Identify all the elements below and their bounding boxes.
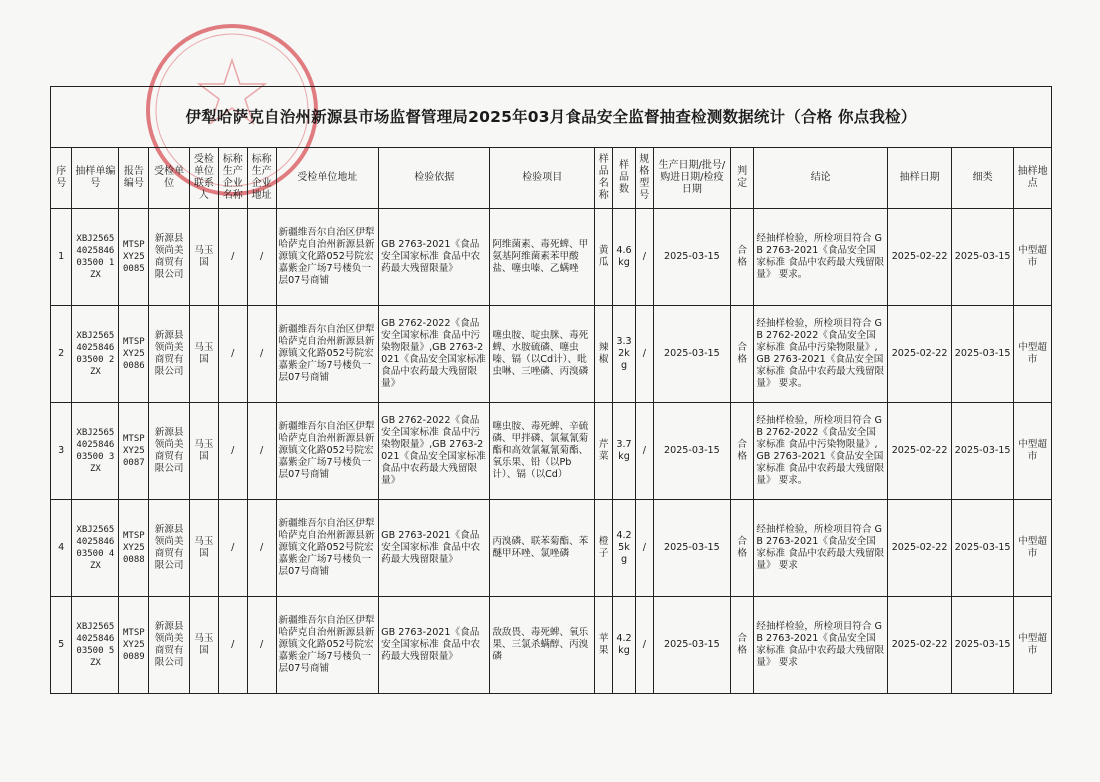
inspection-table	[50, 86, 1052, 694]
header-sample-no: 抽样单编号	[72, 148, 119, 209]
cell-items: 敌敌畏、毒死蜱、氧乐果、三氯杀螨醇、丙溴磷	[490, 597, 595, 694]
cell-seq: 3	[51, 403, 72, 500]
cell-sample-no: XBJ2565402584603500 2ZX	[72, 306, 119, 403]
cell-category: 2025-03-15	[952, 403, 1014, 500]
cell-sample-no: XBJ2565402584603500 3ZX	[72, 403, 119, 500]
cell-conclusion: 经抽样检验，所检项目符合 GB 2763-2021《食品安全国家标准 食品中农药最大残留限量》 要求	[754, 597, 888, 694]
cell-conclusion: 经抽样检验，所检项目符合 GB 2763-2021《食品安全国家标准 食品中农药最大残留限量》 要求	[754, 500, 888, 597]
cell-location: 中型超市	[1014, 597, 1052, 694]
cell-mfr-addr: /	[247, 403, 276, 500]
cell-basis: GB 2762-2022《食品安全国家标准 食品中污染物限量》,GB 2763-2021《食品安全国家标准 食品中农药最大残留限量》	[379, 306, 490, 403]
cell-qty: 3.32kg	[613, 306, 635, 403]
cell-mfr-name: /	[218, 403, 247, 500]
table-row	[51, 306, 1052, 403]
cell-sampling-date: 2025-02-22	[888, 597, 952, 694]
cell-conclusion: 经抽样检验，所检项目符合 GB 2762-2022《食品安全国家标准 食品中污染物限量》,GB 2763-2021《食品安全国家标准 食品中农药最大残留限量》 要求。	[754, 403, 888, 500]
cell-qty: 4.6kg	[613, 209, 635, 306]
cell-qty: 4.25kg	[613, 500, 635, 597]
cell-category: 2025-03-15	[952, 500, 1014, 597]
cell-qty: 4.2kg	[613, 597, 635, 694]
cell-sample: 黄瓜	[595, 209, 613, 306]
table-body	[51, 209, 1052, 694]
cell-spec: /	[635, 209, 653, 306]
cell-judge: 合格	[730, 209, 754, 306]
table-row	[51, 403, 1052, 500]
cell-contact: 马玉国	[189, 209, 218, 306]
header-conclusion: 结论	[754, 148, 888, 209]
cell-location: 中型超市	[1014, 500, 1052, 597]
header-spec: 规格型号	[635, 148, 653, 209]
cell-items: 噻虫胺、毒死蜱、辛硫磷、甲拌磷、氯氟氰菊酯和高效氯氟氰菊酯、氧乐果、铅（以Pb计）、镉（以Cd）	[490, 403, 595, 500]
cell-qty: 3.7kg	[613, 403, 635, 500]
cell-items: 噻虫胺、啶虫脒、毒死蜱、水胺硫磷、噻虫嗪、镉（以Cd计）、吡虫啉、三唑磷、丙溴磷	[490, 306, 595, 403]
cell-basis: GB 2763-2021《食品安全国家标准 食品中农药最大残留限量》	[379, 597, 490, 694]
cell-mfr-addr: /	[247, 209, 276, 306]
cell-report-no: MTSPXY250089	[119, 597, 149, 694]
cell-seq: 2	[51, 306, 72, 403]
header-sampling-date: 抽样日期	[888, 148, 952, 209]
header-date: 生产日期/批号/购进日期/检疫日期	[653, 148, 730, 209]
header-category: 细类	[952, 148, 1014, 209]
header-qty: 样品数	[613, 148, 635, 209]
cell-unit: 新源县领尚美商贸有限公司	[149, 597, 190, 694]
cell-sample: 芹菜	[595, 403, 613, 500]
cell-basis: GB 2763-2021《食品安全国家标准 食品中农药最大残留限量》	[379, 209, 490, 306]
header-mfr-addr: 标称生产企业地址	[247, 148, 276, 209]
cell-judge: 合格	[730, 597, 754, 694]
cell-date: 2025-03-15	[653, 209, 730, 306]
cell-sampling-date: 2025-02-22	[888, 403, 952, 500]
table-row	[51, 209, 1052, 306]
cell-sample: 苹果	[595, 597, 613, 694]
cell-sampling-date: 2025-02-22	[888, 500, 952, 597]
cell-conclusion: 经抽样检验，所检项目符合 GB 2763-2021《食品安全国家标准 食品中农药最大残留限量》 要求。	[754, 209, 888, 306]
cell-contact: 马玉国	[189, 306, 218, 403]
header-mfr-name: 标称生产企业名称	[218, 148, 247, 209]
header-unit: 受检单位	[149, 148, 190, 209]
header-sample-name: 样品名称	[595, 148, 613, 209]
cell-date: 2025-03-15	[653, 403, 730, 500]
cell-report-no: MTSPXY250085	[119, 209, 149, 306]
header-location: 抽样地点	[1014, 148, 1052, 209]
header-judge: 判定	[730, 148, 754, 209]
cell-mfr-name: /	[218, 500, 247, 597]
cell-location: 中型超市	[1014, 306, 1052, 403]
cell-unit-addr: 新疆维吾尔自治区伊犁哈萨克自治州新源县新源镇文化路052号院宏嘉紫金广场7号楼负一层07号商铺	[276, 597, 379, 694]
cell-unit: 新源县领尚美商贸有限公司	[149, 403, 190, 500]
cell-seq: 5	[51, 597, 72, 694]
header-basis: 检验依据	[379, 148, 490, 209]
cell-sample-no: XBJ2565402584603500 5ZX	[72, 597, 119, 694]
table-row	[51, 500, 1052, 597]
cell-report-no: MTSPXY250087	[119, 403, 149, 500]
cell-judge: 合格	[730, 306, 754, 403]
cell-judge: 合格	[730, 403, 754, 500]
cell-mfr-addr: /	[247, 306, 276, 403]
cell-sampling-date: 2025-02-22	[888, 306, 952, 403]
cell-mfr-name: /	[218, 209, 247, 306]
page-title: 伊犁哈萨克自治州新源县市场监督管理局2025年03月食品安全监督抽查检测数据统计（合格 你点我检）	[51, 87, 1052, 148]
cell-sampling-date: 2025-02-22	[888, 209, 952, 306]
table-row	[51, 597, 1052, 694]
cell-unit-addr: 新疆维吾尔自治区伊犁哈萨克自治州新源县新源镇文化路052号院宏嘉紫金广场7号楼负一层07号商铺	[276, 403, 379, 500]
cell-basis: GB 2763-2021《食品安全国家标准 食品中农药最大残留限量》	[379, 500, 490, 597]
cell-seq: 1	[51, 209, 72, 306]
cell-sample-no: XBJ2565402584603500 4ZX	[72, 500, 119, 597]
cell-mfr-name: /	[218, 306, 247, 403]
cell-items: 阿维菌素、毒死蜱、甲氨基阿维菌素苯甲酸盐、噻虫嗪、乙螨唑	[490, 209, 595, 306]
cell-mfr-addr: /	[247, 597, 276, 694]
cell-contact: 马玉国	[189, 500, 218, 597]
cell-spec: /	[635, 403, 653, 500]
cell-unit: 新源县领尚美商贸有限公司	[149, 306, 190, 403]
cell-judge: 合格	[730, 500, 754, 597]
cell-date: 2025-03-15	[653, 597, 730, 694]
header-report-no: 报告编号	[119, 148, 149, 209]
header-contact: 受检单位联系人	[189, 148, 218, 209]
cell-sample: 橙子	[595, 500, 613, 597]
cell-mfr-name: /	[218, 597, 247, 694]
cell-report-no: MTSPXY250088	[119, 500, 149, 597]
cell-date: 2025-03-15	[653, 306, 730, 403]
header-items: 检验项目	[490, 148, 595, 209]
cell-unit-addr: 新疆维吾尔自治区伊犁哈萨克自治州新源县新源镇文化路052号院宏嘉紫金广场7号楼负一层07号商铺	[276, 306, 379, 403]
cell-spec: /	[635, 597, 653, 694]
cell-items: 丙溴磷、联苯菊酯、苯醚甲环唑、氯唑磷	[490, 500, 595, 597]
cell-spec: /	[635, 306, 653, 403]
cell-unit: 新源县领尚美商贸有限公司	[149, 500, 190, 597]
cell-contact: 马玉国	[189, 403, 218, 500]
cell-location: 中型超市	[1014, 209, 1052, 306]
header-unit-addr: 受检单位地址	[276, 148, 379, 209]
report-page	[50, 86, 1052, 694]
cell-category: 2025-03-15	[952, 597, 1014, 694]
cell-sample-no: XBJ2565402584603500 1ZX	[72, 209, 119, 306]
cell-conclusion: 经抽样检验，所检项目符合 GB 2762-2022《食品安全国家标准 食品中污染物限量》,GB 2763-2021《食品安全国家标准 食品中农药最大残留限量》 要求。	[754, 306, 888, 403]
cell-report-no: MTSPXY250086	[119, 306, 149, 403]
cell-unit: 新源县领尚美商贸有限公司	[149, 209, 190, 306]
cell-contact: 马玉国	[189, 597, 218, 694]
cell-mfr-addr: /	[247, 500, 276, 597]
cell-spec: /	[635, 500, 653, 597]
cell-location: 中型超市	[1014, 403, 1052, 500]
cell-unit-addr: 新疆维吾尔自治区伊犁哈萨克自治州新源县新源镇文化路052号院宏嘉紫金广场7号楼负一层07号商铺	[276, 209, 379, 306]
cell-seq: 4	[51, 500, 72, 597]
cell-unit-addr: 新疆维吾尔自治区伊犁哈萨克自治州新源县新源镇文化路052号院宏嘉紫金广场7号楼负一层07号商铺	[276, 500, 379, 597]
cell-sample: 辣椒	[595, 306, 613, 403]
cell-category: 2025-03-15	[952, 209, 1014, 306]
header-seq: 序号	[51, 148, 72, 209]
cell-date: 2025-03-15	[653, 500, 730, 597]
header-row	[51, 148, 1052, 209]
cell-category: 2025-03-15	[952, 306, 1014, 403]
cell-basis: GB 2762-2022《食品安全国家标准 食品中污染物限量》,GB 2763-2021《食品安全国家标准 食品中农药最大残留限量》	[379, 403, 490, 500]
